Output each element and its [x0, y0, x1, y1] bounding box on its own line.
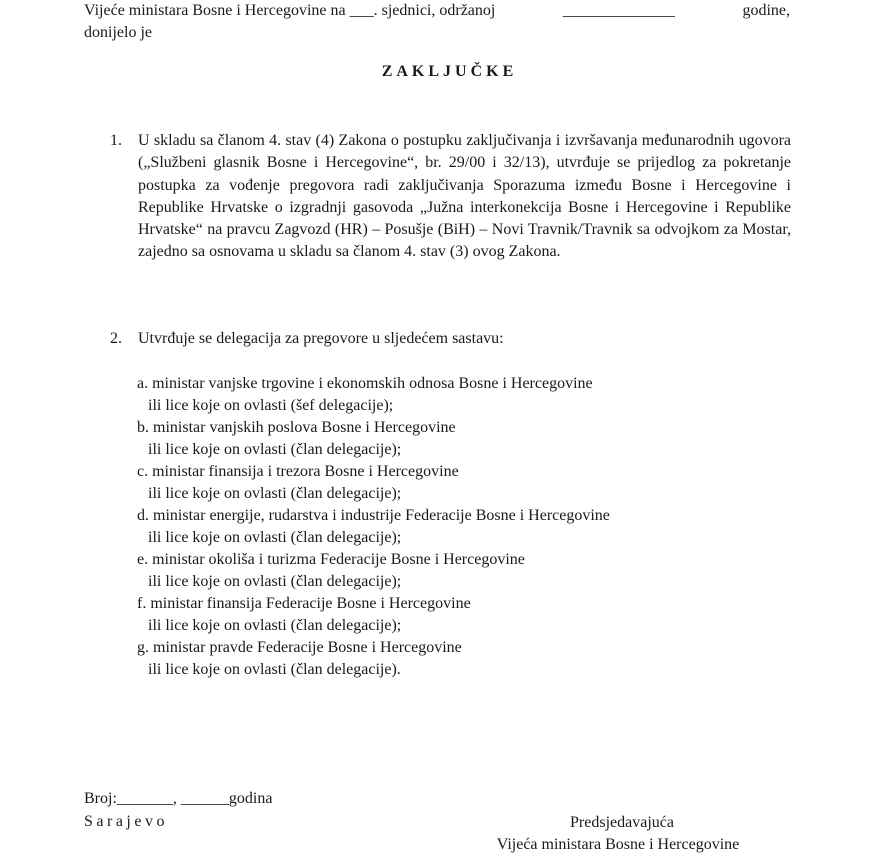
delegation-entry-b — [137, 417, 757, 461]
entry-main: e. ministar okoliša i turizma Federacije Bosne i Hercegovine — [137, 551, 525, 568]
signer-body: Vijeća ministara Bosne i Hercegovine — [496, 836, 740, 853]
delegation-entry-g — [137, 637, 757, 681]
delegation-entry-a — [137, 373, 757, 417]
entry-main: c. ministar finansija i trezora Bosne i Hercegovine — [137, 463, 459, 480]
item-number: 1. — [110, 132, 122, 149]
entry-sub: ili lice koje on ovlasti (šef delegacije); — [148, 397, 394, 414]
item-text: U skladu sa članom 4. stav (4) Zakona o postupku zaključivanja i izvršavanja međunarodnih ugovora („Službeni glasnik Bosne i Hercegovine“, br. 29/00 i 32/13), utvrđuje se prijedlog za pokretanje postupka za vođenje pregovora radi zaključivanja Sporazuma između Bosne i Hercegovine i Republike Hrvatske o izgradnji gasovoda „Južna interkonekcija Bosne i Hercegovine i Republike Hrvatske“ na pravcu Zagvozd (HR) – Posušje (BiH) – Novi Travnik/Travnik sa odvojkom za Mostar, zajedno sa osnovama u skladu sa članom 4. stav (3) ovog Zakona. — [138, 132, 791, 261]
conclusion-item-2 — [110, 328, 791, 350]
entry-main: a. ministar vanjske trgovine i ekonomskih odnosa Bosne i Hercegovine — [137, 375, 593, 392]
signer-role: Predsjedavajuća — [570, 814, 674, 831]
conclusion-item-1 — [110, 130, 791, 264]
delegation-entry-c — [137, 461, 757, 505]
entry-sub: ili lice koje on ovlasti (član delegacije). — [148, 661, 401, 678]
entry-sub: ili lice koje on ovlasti (član delegacije); — [148, 441, 402, 458]
delegation-entry-f — [137, 593, 757, 637]
item-text: Utvrđuje se delegacija za pregovore u sljedećem sastavu: — [138, 330, 504, 347]
delegation-entry-d — [137, 505, 757, 549]
signature-block — [478, 812, 758, 856]
intro-line-2: donijelo je — [84, 24, 152, 41]
item-number: 2. — [110, 330, 122, 347]
intro-text-b: godine, — [742, 2, 790, 19]
city-name: Sarajevo — [84, 813, 168, 830]
intro-paragraph — [84, 0, 790, 44]
intro-line-1 — [84, 0, 790, 22]
entry-main: g. ministar pravde Federacije Bosne i Hercegovine — [137, 639, 462, 656]
date-blank: ______________ — [562, 2, 675, 19]
entry-sub: ili lice koje on ovlasti (član delegacije); — [148, 485, 402, 502]
delegation-entry-e — [137, 549, 757, 593]
document-title: ZAKLJUČKE — [381, 63, 518, 80]
entry-main: d. ministar energije, rudarstva i industrije Federacije Bosne i Hercegovine — [137, 507, 610, 524]
entry-main: b. ministar vanjskih poslova Bosne i Hercegovine — [137, 419, 456, 436]
reference-number: Broj:_______, ______godina — [84, 790, 273, 807]
delegation-list — [137, 373, 757, 681]
entry-sub: ili lice koje on ovlasti (član delegacije); — [148, 529, 402, 546]
entry-main: f. ministar finansija Federacije Bosne i Hercegovine — [137, 595, 471, 612]
entry-sub: ili lice koje on ovlasti (član delegacije); — [148, 573, 402, 590]
entry-sub: ili lice koje on ovlasti (član delegacije); — [148, 617, 402, 634]
intro-text-a: Vijeće ministara Bosne i Hercegovine na ___. sjednici, održanoj — [84, 2, 496, 19]
